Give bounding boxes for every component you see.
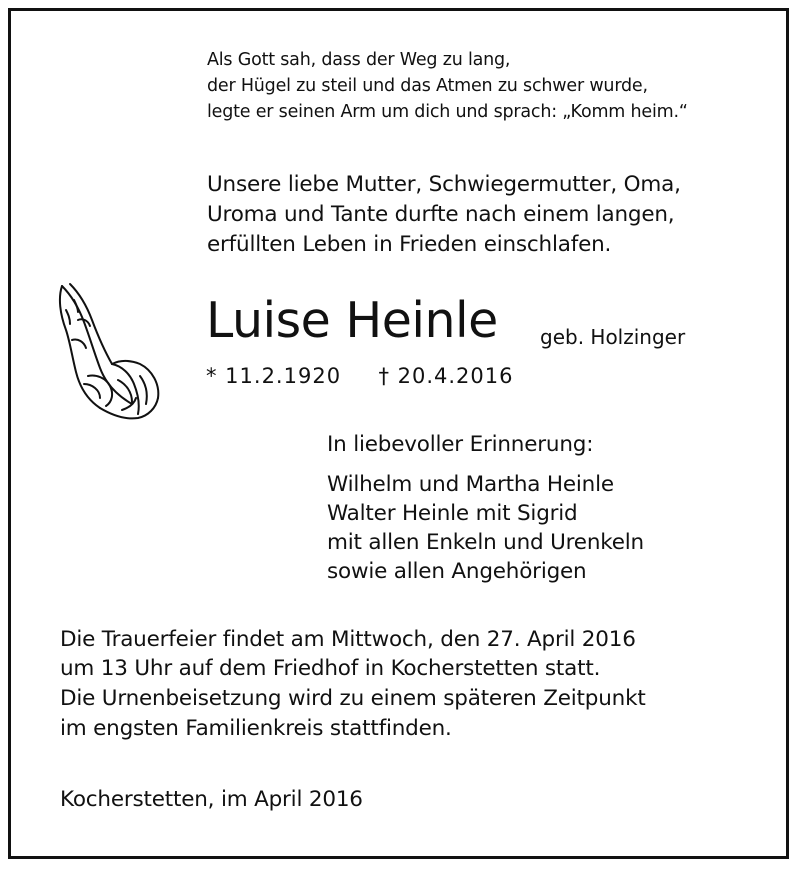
poem-line-3: legte er seinen Arm um dich und sprach: „Komm heim.“ <box>207 102 688 122</box>
praying-hands-icon <box>48 280 168 430</box>
mourner-line: Walter Heinle mit Sigrid <box>327 501 578 526</box>
death-date: † 20.4.2016 <box>378 364 514 388</box>
place-date: Kocherstetten, im April 2016 <box>60 787 363 812</box>
funeral-info-line-3: Die Urnenbeisetzung wird zu einem späteren Zeitpunkt <box>60 686 646 711</box>
intro-line-3: erfüllten Leben in Frieden einschlafen. <box>207 232 612 257</box>
mourner-line: sowie allen Angehörigen <box>327 559 587 584</box>
poem-line-1: Als Gott sah, dass der Weg zu lang, <box>207 50 511 70</box>
intro-line-1: Unsere liebe Mutter, Schwiegermutter, Oma, <box>207 172 681 197</box>
poem-line-2: der Hügel zu steil und das Atmen zu schwer wurde, <box>207 76 648 96</box>
mourners-heading: In liebevoller Erinnerung: <box>327 432 594 457</box>
funeral-info-line-1: Die Trauerfeier findet am Mittwoch, den 27. April 2016 <box>60 627 636 652</box>
funeral-info-line-4: im engsten Familienkreis stattfinden. <box>60 716 452 741</box>
mourner-line: Wilhelm und Martha Heinle <box>327 472 614 497</box>
life-dates <box>206 364 514 388</box>
intro-line-2: Uroma und Tante durfte nach einem langen, <box>207 202 675 227</box>
maiden-name: geb. Holzinger <box>540 325 686 349</box>
funeral-info-line-2: um 13 Uhr auf dem Friedhof in Kocherstetten statt. <box>60 656 601 681</box>
deceased-name: Luise Heinle <box>206 292 498 349</box>
mourner-line: mit allen Enkeln und Urenkeln <box>327 530 644 555</box>
birth-date: * 11.2.1920 <box>206 364 342 388</box>
